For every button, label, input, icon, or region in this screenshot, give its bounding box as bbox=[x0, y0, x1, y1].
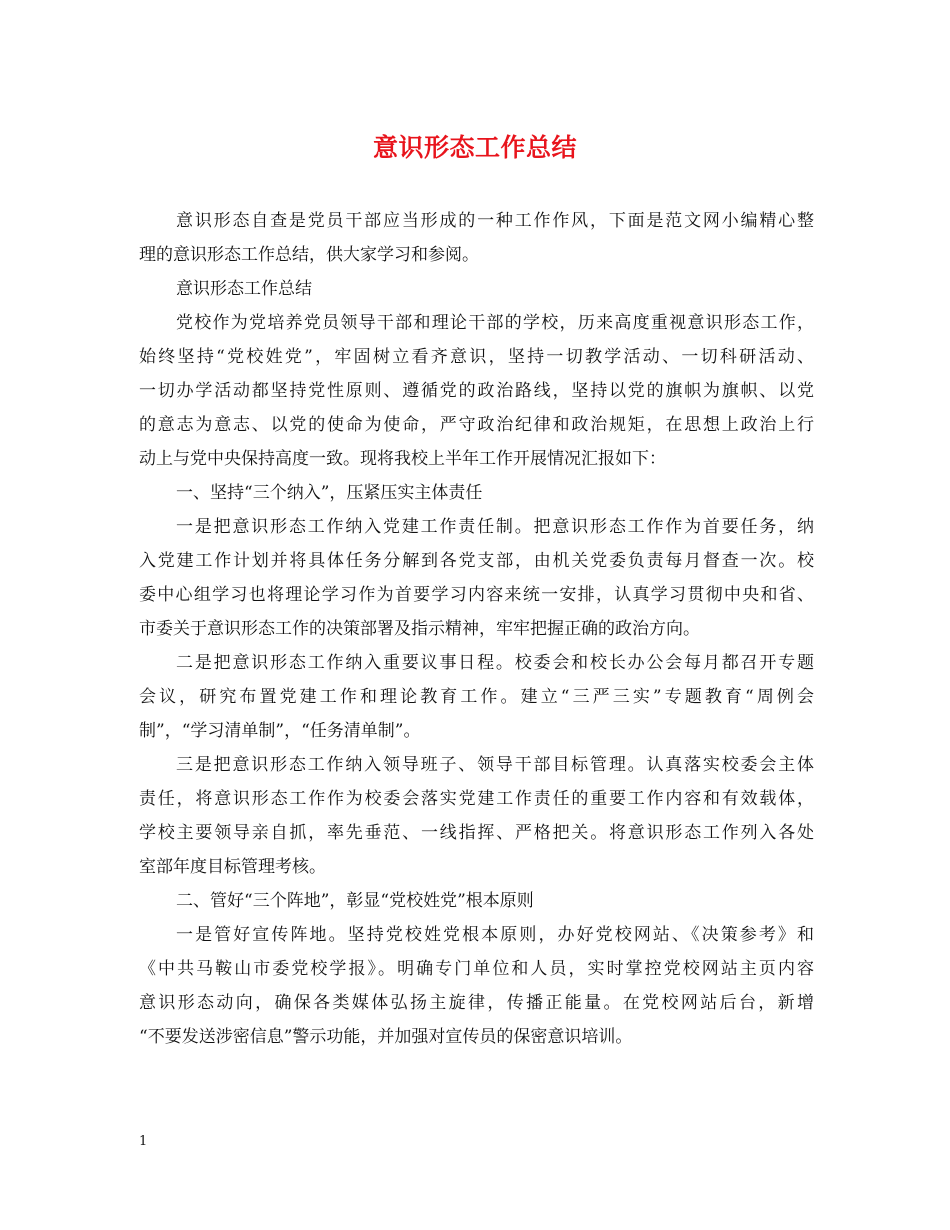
paragraph-line: 会议，研究布置党建工作和理论教育工作。建立“三严三实”专题教育“周例会 bbox=[139, 687, 814, 707]
paragraph-line: 制”，“学习清单制”，“任务清单制”。 bbox=[139, 721, 421, 741]
page-number: 1 bbox=[139, 1134, 148, 1149]
document-title: 意识形态工作总结 bbox=[372, 133, 577, 162]
paragraph-line: 室部年度目标管理考核。 bbox=[139, 857, 326, 877]
paragraph-line: 市委关于意识形态工作的决策部署及指示精神，牢牢把握正确的政治方向。 bbox=[139, 619, 700, 639]
paragraph-line: 委中心组学习也将理论学习作为首要学习内容来统一安排，认真学习贯彻中央和省、 bbox=[139, 585, 814, 605]
paragraph-line: 党校作为党培养党员领导干部和理论干部的学校，历来高度重视意识形态工作， bbox=[176, 313, 814, 333]
paragraph-line: 意识形态自查是党员干部应当形成的一种工作作风，下面是范文网小编精心整 bbox=[176, 211, 814, 231]
paragraph-line: 理的意识形态工作总结，供大家学习和参阅。 bbox=[139, 245, 479, 265]
paragraph-line: 的意志为意志、以党的使命为使命，严守政治纪律和政治规矩，在思想上政治上行 bbox=[139, 415, 814, 435]
paragraph-line: 一切办学活动都坚持党性原则、遵循党的政治路线，坚持以党的旗帜为旗帜、以党 bbox=[139, 381, 814, 401]
document-body bbox=[139, 204, 814, 1054]
paragraph-line: 意识形态动向，确保各类媒体弘扬主旋律，传播正能量。在党校网站后台，新增 bbox=[139, 993, 814, 1013]
paragraph-line: 二是把意识形态工作纳入重要议事日程。校委会和校长办公会每月都召开专题 bbox=[176, 653, 814, 673]
paragraph-line: 入党建工作计划并将具体任务分解到各党支部，由机关党委负责每月督查一次。校 bbox=[139, 551, 814, 571]
paragraph-line: 始终坚持“党校姓党”，牢固树立看齐意识，坚持一切教学活动、一切科研活动、 bbox=[139, 347, 814, 367]
section-heading: 一、坚持“三个纳入”，压紧压实主体责任 bbox=[176, 483, 483, 503]
paragraph-line: 学校主要领导亲自抓，率先垂范、一线指挥、严格把关。将意识形态工作列入各处 bbox=[139, 823, 814, 843]
paragraph-line: “不要发送涉密信息”警示功能，并加强对宣传员的保密意识培训。 bbox=[139, 1027, 633, 1047]
paragraph-line: 一是把意识形态工作纳入党建工作责任制。把意识形态工作作为首要任务，纳 bbox=[176, 517, 814, 537]
paragraph-line: 动上与党中央保持高度一致。现将我校上半年工作开展情况汇报如下： bbox=[139, 449, 666, 469]
paragraph-line: 责任，将意识形态工作作为校委会落实党建工作责任的重要工作内容和有效载体， bbox=[139, 789, 814, 809]
paragraph-line: 三是把意识形态工作纳入领导班子、领导干部目标管理。认真落实校委会主体 bbox=[176, 755, 814, 775]
section-heading: 意识形态工作总结 bbox=[176, 279, 312, 299]
paragraph-line: 《中共马鞍山市委党校学报》。明确专门单位和人员，实时掌控党校网站主页内容 bbox=[139, 959, 814, 979]
section-heading: 二、管好“三个阵地”，彰显“党校姓党”根本原则 bbox=[176, 891, 534, 911]
paragraph-line: 一是管好宣传阵地。坚持党校姓党根本原则，办好党校网站、《决策参考》和 bbox=[176, 925, 814, 945]
